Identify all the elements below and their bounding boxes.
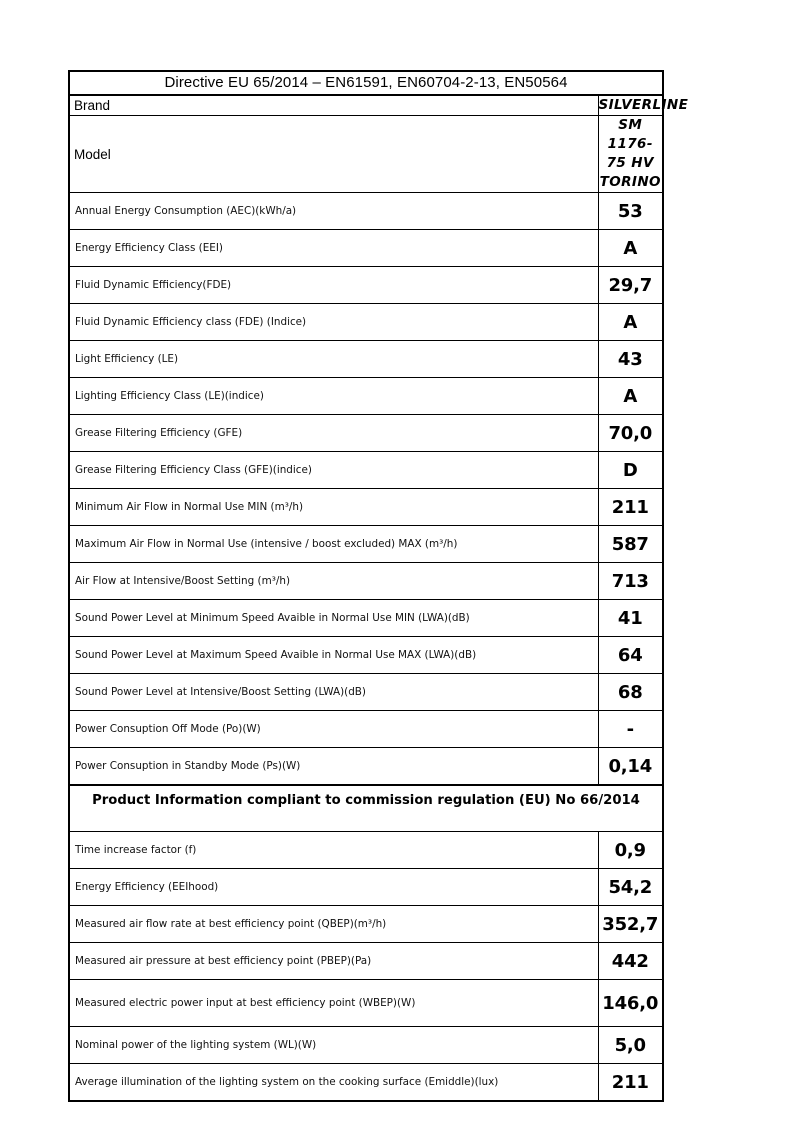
table-row	[69, 193, 663, 230]
section-banner-row	[69, 785, 663, 832]
table-row	[69, 906, 663, 943]
table-row	[69, 869, 663, 906]
row-value: 64	[598, 637, 663, 674]
table-row	[69, 674, 663, 711]
model-label: Model	[69, 116, 598, 193]
table-row-brand	[69, 95, 663, 116]
brand-value: SILVERLINE	[598, 95, 663, 116]
row-value: 29,7	[598, 267, 663, 304]
row-label: Sound Power Level at Maximum Speed Avaible in Normal Use MAX (LWA)(dB)	[69, 637, 598, 674]
table-row	[69, 1064, 663, 1102]
row-value: 53	[598, 193, 663, 230]
row-label: Minimum Air Flow in Normal Use MIN (m³/h)	[69, 489, 598, 526]
energy-label-datasheet	[68, 70, 689, 1102]
document-title: Directive EU 65/2014 – EN61591, EN60704-2-13, EN50564	[69, 71, 663, 95]
row-value: D	[598, 452, 663, 489]
table-title-row	[69, 71, 663, 95]
row-label: Energy Efficiency Class (EEI)	[69, 230, 598, 267]
product-fiche-table	[68, 70, 689, 1102]
row-label: Sound Power Level at Intensive/Boost Setting (LWA)(dB)	[69, 674, 598, 711]
row-label: Grease Filtering Efficiency Class (GFE)(indice)	[69, 452, 598, 489]
row-label: Sound Power Level at Minimum Speed Avaible in Normal Use MIN (LWA)(dB)	[69, 600, 598, 637]
row-value: 54,2	[598, 869, 663, 906]
table-row	[69, 452, 663, 489]
table-row	[69, 304, 663, 341]
table-row-model	[69, 116, 663, 193]
row-label: Lighting Efficiency Class (LE)(indice)	[69, 378, 598, 415]
table-row	[69, 748, 663, 786]
row-value: 587	[598, 526, 663, 563]
row-label: Air Flow at Intensive/Boost Setting (m³/h)	[69, 563, 598, 600]
table-row	[69, 415, 663, 452]
row-label: Grease Filtering Efficiency (GFE)	[69, 415, 598, 452]
row-value: 713	[598, 563, 663, 600]
table-row	[69, 489, 663, 526]
table-row	[69, 341, 663, 378]
table-row	[69, 943, 663, 980]
table-body	[69, 71, 689, 1101]
row-value: 211	[598, 1064, 663, 1102]
table-row	[69, 980, 663, 1027]
row-label: Measured air pressure at best efficiency point (PBEP)(Pa)	[69, 943, 598, 980]
table-row	[69, 563, 663, 600]
row-label: Maximum Air Flow in Normal Use (intensive / boost excluded) MAX (m³/h)	[69, 526, 598, 563]
table-row	[69, 526, 663, 563]
row-label: Fluid Dynamic Efficiency class (FDE) (Indice)	[69, 304, 598, 341]
row-label: Time increase factor (f)	[69, 832, 598, 869]
table-row	[69, 637, 663, 674]
row-label: Measured electric power input at best efficiency point (WBEP)(W)	[69, 980, 598, 1027]
row-value: A	[598, 378, 663, 415]
row-label: Nominal power of the lighting system (WL)(W)	[69, 1027, 598, 1064]
row-label: Energy Efficiency (EEIhood)	[69, 869, 598, 906]
brand-label: Brand	[69, 95, 598, 116]
row-label: Fluid Dynamic Efficiency(FDE)	[69, 267, 598, 304]
row-value: 0,9	[598, 832, 663, 869]
row-value: 43	[598, 341, 663, 378]
row-value: 0,14	[598, 748, 663, 786]
row-value: 68	[598, 674, 663, 711]
row-value: 146,0	[598, 980, 663, 1027]
row-value: 5,0	[598, 1027, 663, 1064]
row-value: 352,7	[598, 906, 663, 943]
model-value: SM 1176-75 HV TORINO	[598, 116, 663, 193]
row-value: 442	[598, 943, 663, 980]
row-value: 70,0	[598, 415, 663, 452]
row-label: Power Consuption in Standby Mode (Ps)(W)	[69, 748, 598, 786]
table-row	[69, 600, 663, 637]
row-label: Light Efficiency (LE)	[69, 341, 598, 378]
table-row	[69, 711, 663, 748]
row-value: A	[598, 230, 663, 267]
row-label: Annual Energy Consumption (AEC)(kWh/a)	[69, 193, 598, 230]
table-row	[69, 267, 663, 304]
section-banner-text: Product Information compliant to commission regulation (EU) No 66/2014	[69, 785, 663, 832]
table-row	[69, 378, 663, 415]
table-row	[69, 832, 663, 869]
row-value: -	[598, 711, 663, 748]
table-row	[69, 230, 663, 267]
row-value: A	[598, 304, 663, 341]
row-label: Measured air flow rate at best efficiency point (QBEP)(m³/h)	[69, 906, 598, 943]
table-row	[69, 1027, 663, 1064]
row-label: Average illumination of the lighting system on the cooking surface (Emiddle)(lux)	[69, 1064, 598, 1102]
row-value: 41	[598, 600, 663, 637]
row-label: Power Consuption Off Mode (Po)(W)	[69, 711, 598, 748]
row-value: 211	[598, 489, 663, 526]
